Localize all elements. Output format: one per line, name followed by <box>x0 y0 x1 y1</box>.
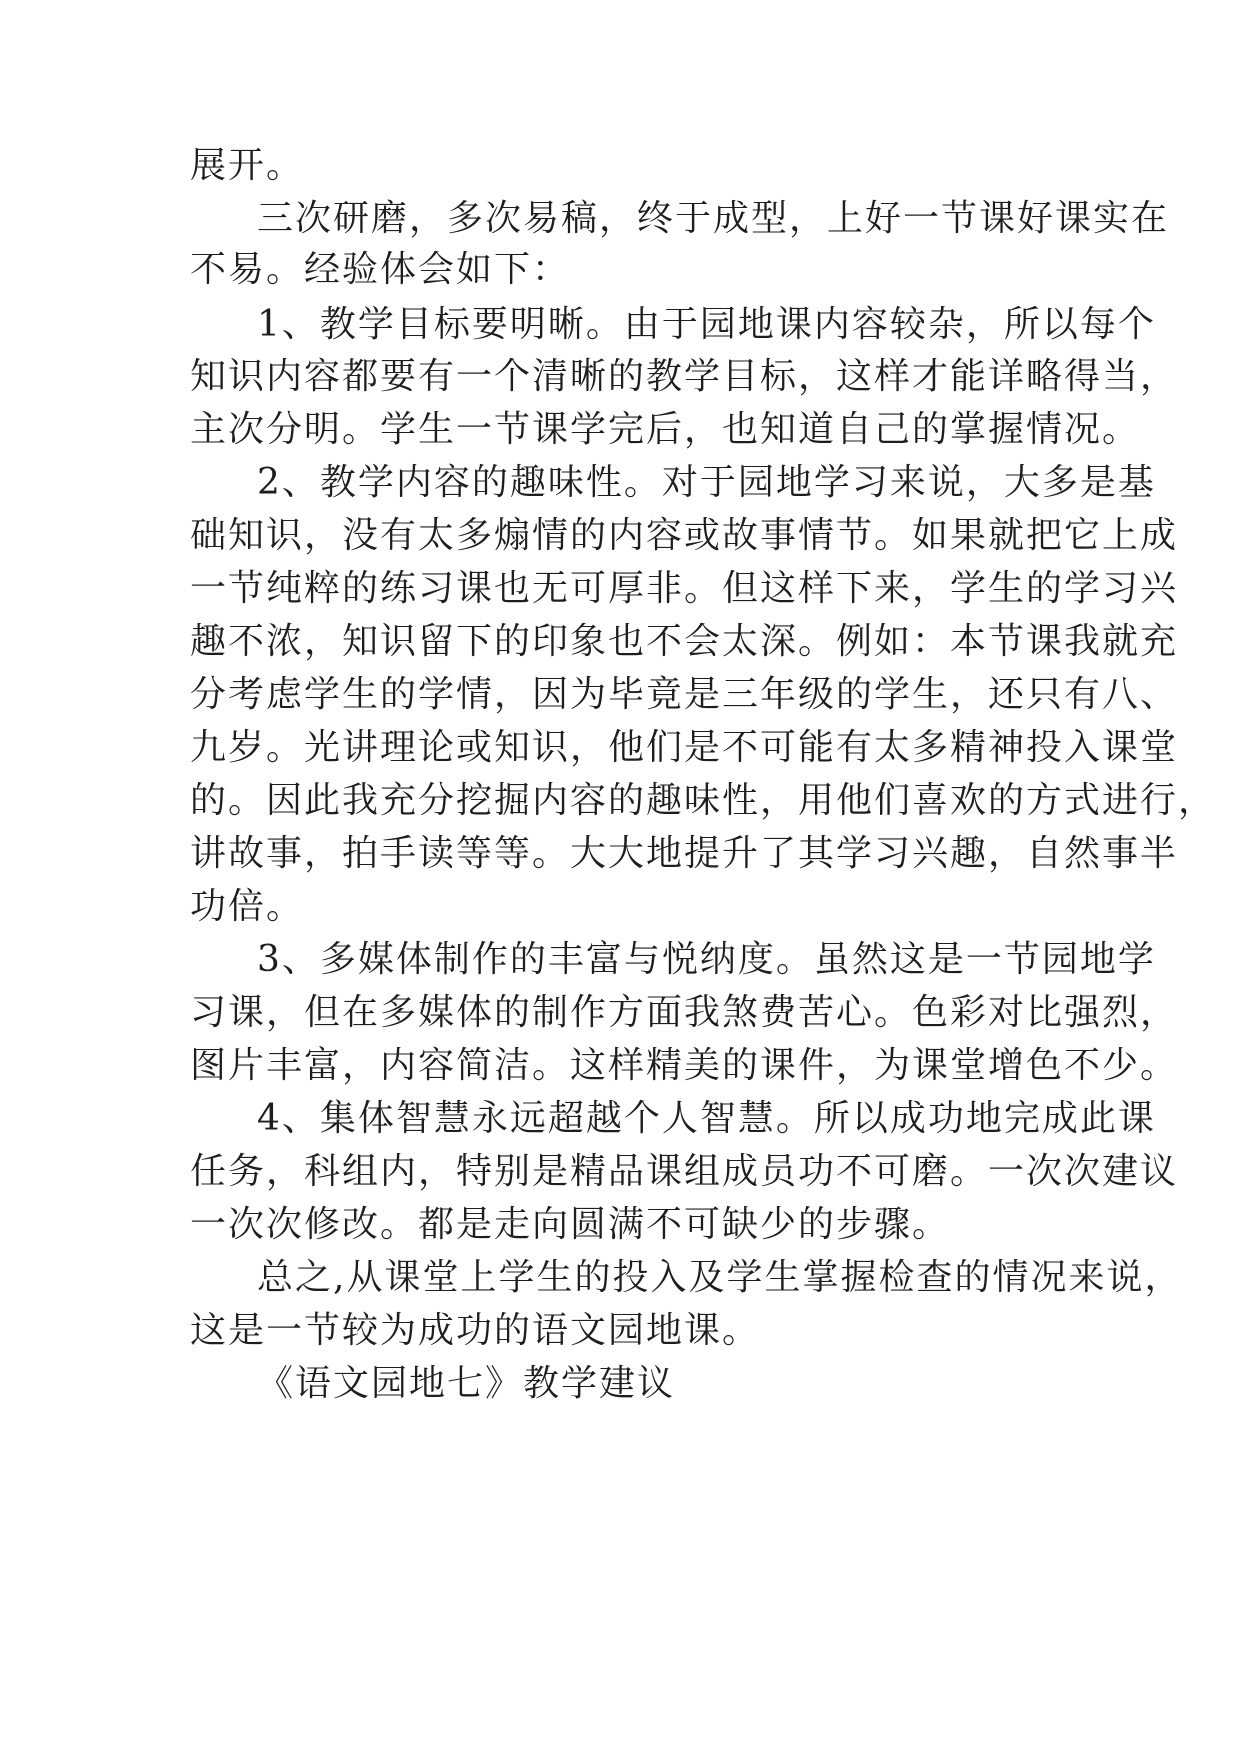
text-line: 一节纯粹的练习课也无可厚非。但这样下来，学生的学习兴 <box>190 568 1179 609</box>
text-line: 趣不浓，知识留下的印象也不会太深。例如：本节课我就充 <box>190 621 1179 662</box>
text-line: 2、教学内容的趣味性。对于园地学习来说，大多是基 <box>257 462 1156 503</box>
text-line: 三次研磨，多次易稿，终于成型，上好一节课好课实在 <box>257 198 1170 239</box>
text-line: 知识内容都要有一个清晰的教学目标，这样才能详略得当， <box>190 356 1179 397</box>
text-line: 不易。经验体会如下： <box>190 249 571 290</box>
text-line: 讲故事，拍手读等等。大大地提升了其学习兴趣，自然事半 <box>190 833 1179 874</box>
text-line: 3、多媒体制作的丰富与悦纳度。虽然这是一节园地学 <box>257 939 1156 980</box>
text-line: 习课，但在多媒体的制作方面我煞费苦心。色彩对比强烈， <box>190 992 1179 1033</box>
text-line: 4、集体智慧永远超越个人智慧。所以成功地完成此课 <box>257 1098 1156 1139</box>
text-line: 九岁。光讲理论或知识，他们是不可能有太多精神投入课堂 <box>190 727 1179 768</box>
text-line: 展开。 <box>190 145 305 186</box>
text-line: 功倍。 <box>190 886 305 927</box>
text-line: 总之,从课堂上学生的投入及学生掌握检查的情况来说， <box>257 1257 1183 1298</box>
text-line: 《语文园地七》教学建议 <box>257 1363 676 1404</box>
text-line: 图片丰富，内容简洁。这样精美的课件，为课堂增色不少。 <box>190 1045 1179 1086</box>
text-line: 这是一节较为成功的语文园地课。 <box>190 1310 761 1351</box>
text-line: 1、教学目标要明晰。由于园地课内容较杂，所以每个 <box>257 304 1156 345</box>
text-line: 分考虑学生的学情，因为毕竟是三年级的学生，还只有八、 <box>190 674 1179 715</box>
text-line: 主次分明。学生一节课学完后，也知道自己的掌握情况。 <box>190 409 1141 450</box>
text-line: 的。因此我充分挖掘内容的趣味性，用他们喜欢的方式进行， <box>190 780 1217 821</box>
text-line: 一次次修改。都是走向圆满不可缺少的步骤。 <box>190 1204 951 1245</box>
text-line: 任务，科组内，特别是精品课组成员功不可磨。一次次建议 <box>190 1151 1179 1192</box>
text-line: 础知识，没有太多煽情的内容或故事情节。如果就把它上成 <box>190 515 1179 556</box>
